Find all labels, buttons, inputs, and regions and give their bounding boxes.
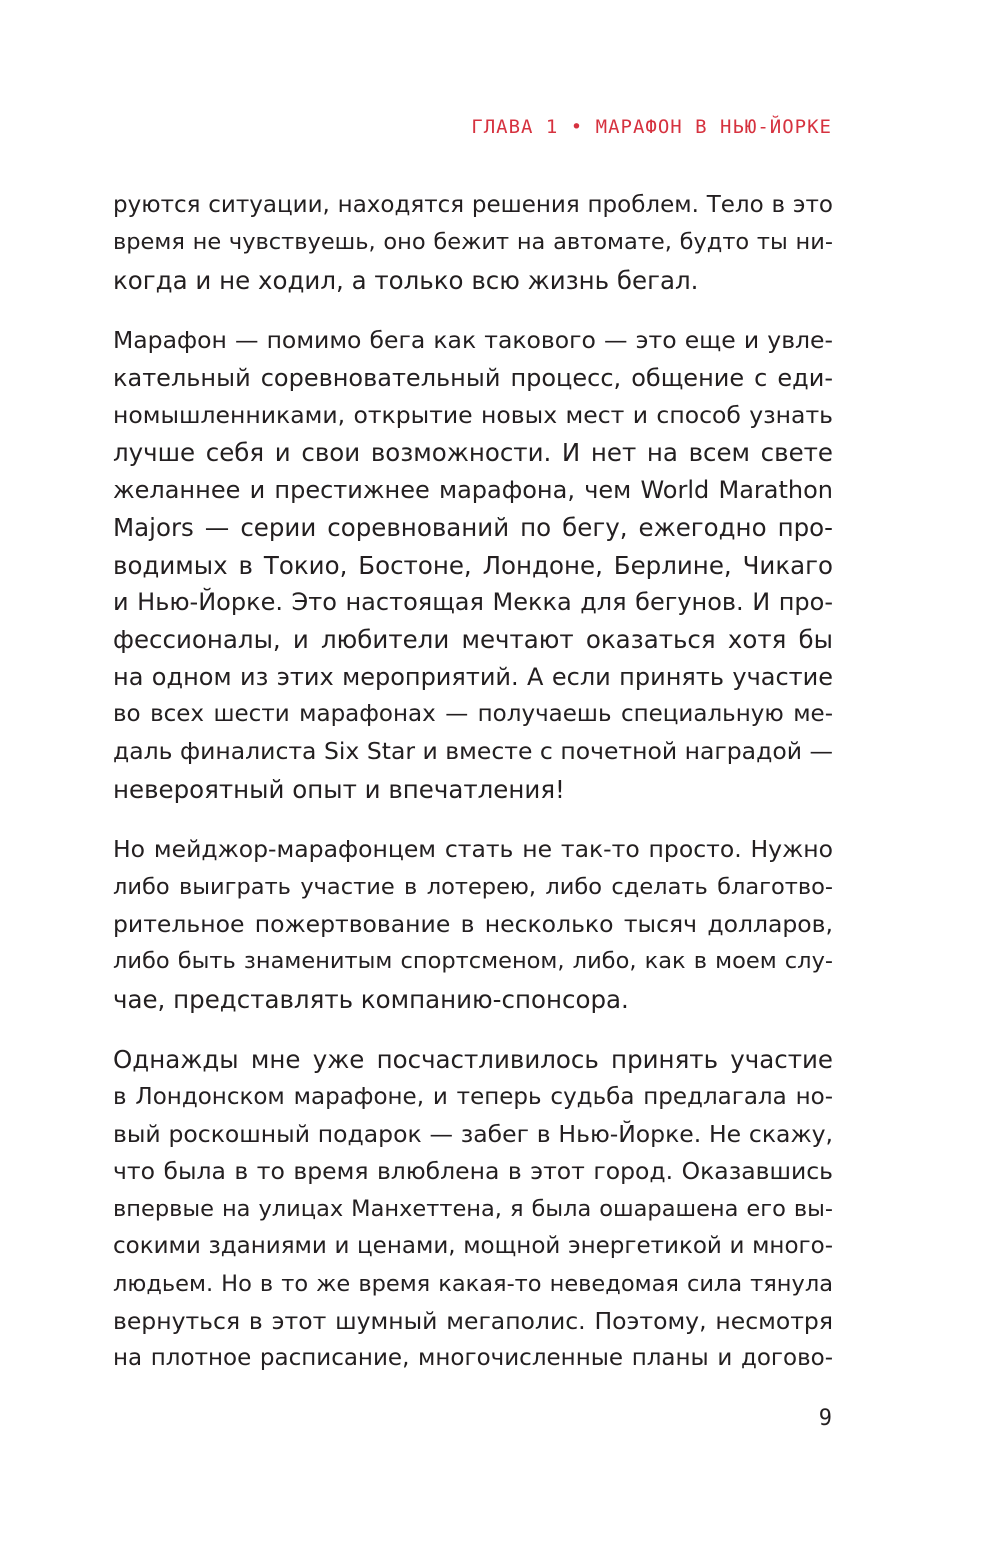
text-line: либо выиграть участие в лотерею, либо сделать благотво-: [113, 873, 833, 900]
paragraph-4: [113, 1041, 833, 1378]
text-line: и Нью-Йорке. Это настоящая Мекка для бегунов. И про-: [113, 587, 833, 616]
text-line: время не чувствуешь, оно бежит на автомате, будто ты ни-: [113, 229, 833, 256]
text-line: на одном из этих мероприятий. А если принять участие: [113, 662, 833, 691]
text-line: Но мейджор-марафонцем стать не так-то просто. Нужно: [113, 835, 833, 864]
text-line: фессионалы, и любители мечтают оказаться хотя бы: [113, 625, 833, 655]
page-number: 9: [818, 1406, 832, 1431]
text-line: сокими зданиями и ценами, мощной энергетикой и много-: [113, 1233, 833, 1260]
text-line: Однажды мне уже посчастливилось принять участие: [113, 1045, 833, 1075]
paragraph-2: [113, 322, 833, 808]
text-line: номышленниками, открытие новых мест и способ узнать: [113, 400, 833, 429]
text-line: невероятный опыт и впечатления!: [113, 774, 565, 804]
text-line: Марафон — помимо бега как такового — это еще и увле-: [113, 326, 833, 355]
text-line: что была в то время влюблена в этот город. Оказавшись: [113, 1157, 833, 1186]
text-line: в Лондонском марафоне, и теперь судьба предлагала но-: [113, 1083, 833, 1110]
text-line: во всех шести марафонах — получаешь специальную ме-: [113, 701, 833, 728]
text-line: даль финалиста Six Star и вместе с почетной наградой —: [113, 737, 833, 766]
text-line: либо быть знаменитым спортсменом, либо, как в моем слу-: [113, 948, 833, 975]
text-line: людьем. Но в то же время какая-то неведомая сила тянула: [113, 1270, 833, 1297]
text-line: водимых в Токио, Бостоне, Лондоне, Берлине, Чикаго: [113, 550, 833, 580]
text-line: кательный соревновательный процесс, общение с еди-: [113, 363, 833, 392]
text-line: вый роскошный подарок — забег в Нью-Йорке. Не скажу,: [113, 1119, 833, 1148]
text-line: впервые на улицах Манхеттена, я была ошарашена его вы-: [113, 1195, 833, 1222]
paragraph-1: [113, 187, 833, 299]
text-line: вернуться в этот шумный мегаполис. Поэтому, несмотря: [113, 1306, 833, 1335]
body-text: [113, 187, 833, 1401]
text-line: когда и не ходил, а только всю жизнь бегал.: [113, 265, 699, 295]
text-line: на плотное расписание, многочисленные планы и догово-: [113, 1345, 833, 1372]
text-line: лучше себя и свои возможности. И нет на всем свете: [113, 438, 833, 468]
running-head: ГЛАВА 1 • МАРАФОН В НЬЮ-ЙОРКЕ: [471, 116, 832, 138]
text-line: рительное пожертвование в несколько тысяч долларов,: [113, 910, 833, 939]
paragraph-3: [113, 831, 833, 1018]
text-line: чае, представлять компанию-спонсора.: [113, 984, 629, 1014]
text-line: руются ситуации, находятся решения проблем. Тело в это: [113, 192, 833, 218]
text-line: Majors — серии соревнований по бегу, ежегодно про-: [113, 513, 833, 543]
text-line: желаннее и престижнее марафона, чем World Marathon: [113, 475, 833, 504]
